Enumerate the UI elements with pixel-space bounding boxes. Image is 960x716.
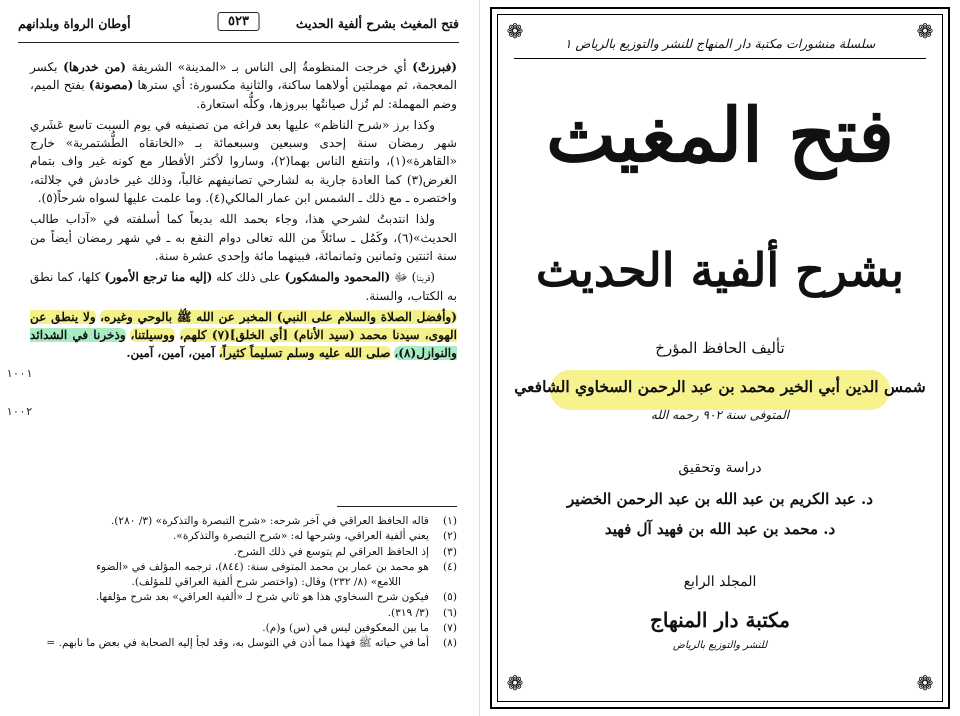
highlighted-verse bbox=[30, 308, 457, 363]
text-span: أي خرجت المنظومةُ إلى الناس بـ «المدينة» الشريفة bbox=[126, 60, 413, 74]
footnote bbox=[22, 529, 457, 544]
header-chapter-title: أوطان الرواة وبلدانهم bbox=[18, 16, 131, 31]
author-name: شمس الدين أبي الخير محمد بن عبد الرحمن السخاوي الشافعي bbox=[514, 377, 926, 396]
footnote-number: (٨) bbox=[443, 637, 457, 650]
footnote-text: إذ الحافظ العراقي لم يتوسع في ذلك الشرح. bbox=[233, 545, 429, 558]
death-year: المتوفى سنة ٩٠٢ رحمه الله bbox=[650, 408, 790, 422]
text-span: كلها، كما نطق به الكتاب، والسنة. bbox=[30, 270, 457, 303]
publisher-name: مكتبة دار المنهاج bbox=[649, 608, 791, 632]
footnote bbox=[22, 636, 457, 651]
footnote-number: (٢) bbox=[443, 530, 457, 543]
paragraph-4 bbox=[30, 268, 457, 305]
running-header bbox=[18, 4, 459, 48]
corner-ornament-icon: ❁ bbox=[506, 671, 524, 695]
footnote-text: هو محمد بن عمار بن محمد المتوفى سنة: (٨٤٤)، ترجمه المؤلف في «الضوء bbox=[96, 560, 429, 573]
publisher-subtitle: للنشر والتوزيع بالرياض bbox=[672, 640, 768, 651]
highlight-line-3a: ووسيلتنا، bbox=[130, 328, 175, 343]
main-text bbox=[30, 58, 457, 366]
highlight-line-3-green: وذخرنا في الشدائد والنوازل(٨)، bbox=[30, 328, 457, 361]
footnote-text: أما في حياته ﷺ فهذا مما أذن في التوسل به، وقد لجأ إليه الصحابة في بعض ما نابهم. = bbox=[46, 637, 429, 650]
footnote-text: قاله الحافظ العراقي في آخر شرحه: «شرح التبصرة والتذكرة» (٣/ ٢٨٠). bbox=[110, 515, 429, 527]
editor-2: د. محمد بن عبد الله بن فهيد آل فهيد bbox=[604, 520, 836, 538]
title-page bbox=[480, 0, 960, 716]
highlight-line-2: ولا ينطق عن الهوى، سيدنا محمد (سيد الأنام) [أي الخلق](٧) كلهم، bbox=[30, 309, 457, 343]
verse-fragment: (المحمود والمشكور) bbox=[284, 270, 391, 285]
text-span: ولذا انتدبتُ لشرحي هذا، وجاء بحمد الله بديعاً كما أسلفته في «آداب طالب الحديث»(٦)، وكَمُل ـ سائلاً من الله تعالى دوام النفع به ـ في شهر رمضان أيضاً من سنة اثنتين وثمانين وثمانمائة، فبينهما مائة وإحدى عشرة سنة. bbox=[30, 212, 457, 263]
volume-label: المجلد الرابع bbox=[683, 574, 757, 590]
book-title: فتح المغيث bbox=[546, 93, 894, 179]
paragraph-3 bbox=[30, 210, 457, 265]
amen-line: آمين، آمين، آمين. bbox=[126, 346, 215, 361]
footnote-continuation bbox=[22, 575, 457, 590]
footnote bbox=[22, 590, 457, 605]
footnote-number bbox=[435, 575, 457, 590]
text-span: على ذلك كله bbox=[212, 270, 285, 285]
corner-ornament-icon: ❁ bbox=[916, 671, 934, 695]
footnote-number: (٧) bbox=[443, 622, 457, 635]
verse-fragment: (مصونة) bbox=[88, 78, 134, 93]
header-book-title: فتح المغيث بشرح ألفية الحديث bbox=[295, 16, 459, 31]
series-line: سلسلة منشورات مكتبة دار المنهاج للنشر والتوزيع بالرياض ١ bbox=[564, 36, 876, 51]
margin-number: ١٠٠٢ bbox=[6, 405, 33, 418]
footnote bbox=[22, 545, 457, 560]
verse-fragment: (من خدرها) bbox=[63, 60, 127, 74]
highlight-line-3b: صلى الله عليه وسلم تسليماً كثيراً، bbox=[218, 346, 391, 361]
corner-ornament-icon: ❁ bbox=[506, 19, 524, 43]
footnote-text: اللامع» (٨/ ٢٣٢) وقال: (واختصر شرح ألفية العراقي للمؤلف). bbox=[131, 576, 401, 589]
paragraph-2 bbox=[30, 116, 457, 207]
footnote-text: يعني ألفية العراقي، وشرحها له: «شرح التبصرة والتذكرة». bbox=[173, 530, 429, 543]
footnote-number: (٣) bbox=[443, 545, 457, 558]
text-span: بكسر المعجمة، ثم مهملتين أولاهما ساكنة، والثانية مكسورة: أي سترها bbox=[30, 60, 457, 93]
highlight-line-1: (وأفضل الصلاة والسلام على النبي) المخبر عن الله ﷺ بالوحي وغيره، bbox=[100, 309, 457, 324]
text-span: وكذا برز «شرح الناظم» عليها بعد فراغه من تصنيفه في يوم السبت تاسع عَشَري شهر رمضان سنة إحدى وسبعين وسبعمائة بـ «الخانقاه الطُّشتمرية» خارج «القاهرة»(١)، وانتفع الناس بهما(٢)، وساروا لأكثر الأقطار مع كونه غير واف بتمام الغرض(٣) كما العادة جارية به لشارحي تصانيفهم غالباً، وذلك غير خادش في جلالته، واختصره ـ مع ذلك ـ الشمس ابن عمار المالكي(٤). وما علمت عليها لسواه شرحاً(٥). bbox=[30, 117, 457, 206]
corner-ornament-icon: ❁ bbox=[916, 19, 934, 43]
editor-1: د. عبد الكريم بن عبد الله بن عبد الرحمن الخضير bbox=[567, 490, 873, 508]
footnote-text: (٣/ ٣١٩). bbox=[387, 606, 429, 619]
footnote-text: ما بين المعكوفين ليس في (س) و(م). bbox=[262, 622, 429, 635]
margin-number: ١٠٠١ bbox=[6, 367, 33, 380]
footnotes bbox=[22, 514, 457, 652]
study-label: دراسة وتحقيق bbox=[678, 460, 762, 476]
page-number: ٥٢٣ bbox=[217, 12, 260, 31]
footnote bbox=[22, 514, 457, 529]
footnote bbox=[22, 621, 457, 636]
footnote bbox=[22, 606, 457, 621]
text-span: (فربنا) ﷻ bbox=[390, 270, 436, 285]
verse-fragment: (إليه منا ترجع الأمور) bbox=[104, 270, 213, 285]
authoring-label: تأليف الحافظ المؤرخ bbox=[655, 339, 785, 357]
series-rule bbox=[514, 58, 926, 59]
paragraph-1 bbox=[30, 58, 457, 113]
footnote-rule bbox=[337, 506, 457, 507]
book-subtitle: بشرح ألفية الحديث bbox=[535, 243, 905, 297]
header-rule bbox=[18, 42, 459, 43]
footnote bbox=[22, 560, 457, 575]
footnote-number: (١) bbox=[443, 515, 457, 527]
text-span: بفتح الميم، وضم المهملة: لم تُزل صيانتُها ببروزها، وكلُّه استعارة. bbox=[30, 78, 457, 111]
footnote-number: (٦) bbox=[443, 606, 457, 619]
footnote-number: (٥) bbox=[443, 591, 457, 604]
footnote-text: فيكون شرح السخاوي هذا هو ثاني شرح لـ «ألفية العراقي» بعد شرح مؤلفها. bbox=[95, 591, 429, 604]
footnote-number: (٤) bbox=[443, 560, 457, 573]
verse-fragment: (فبرزتْ) bbox=[412, 60, 457, 74]
